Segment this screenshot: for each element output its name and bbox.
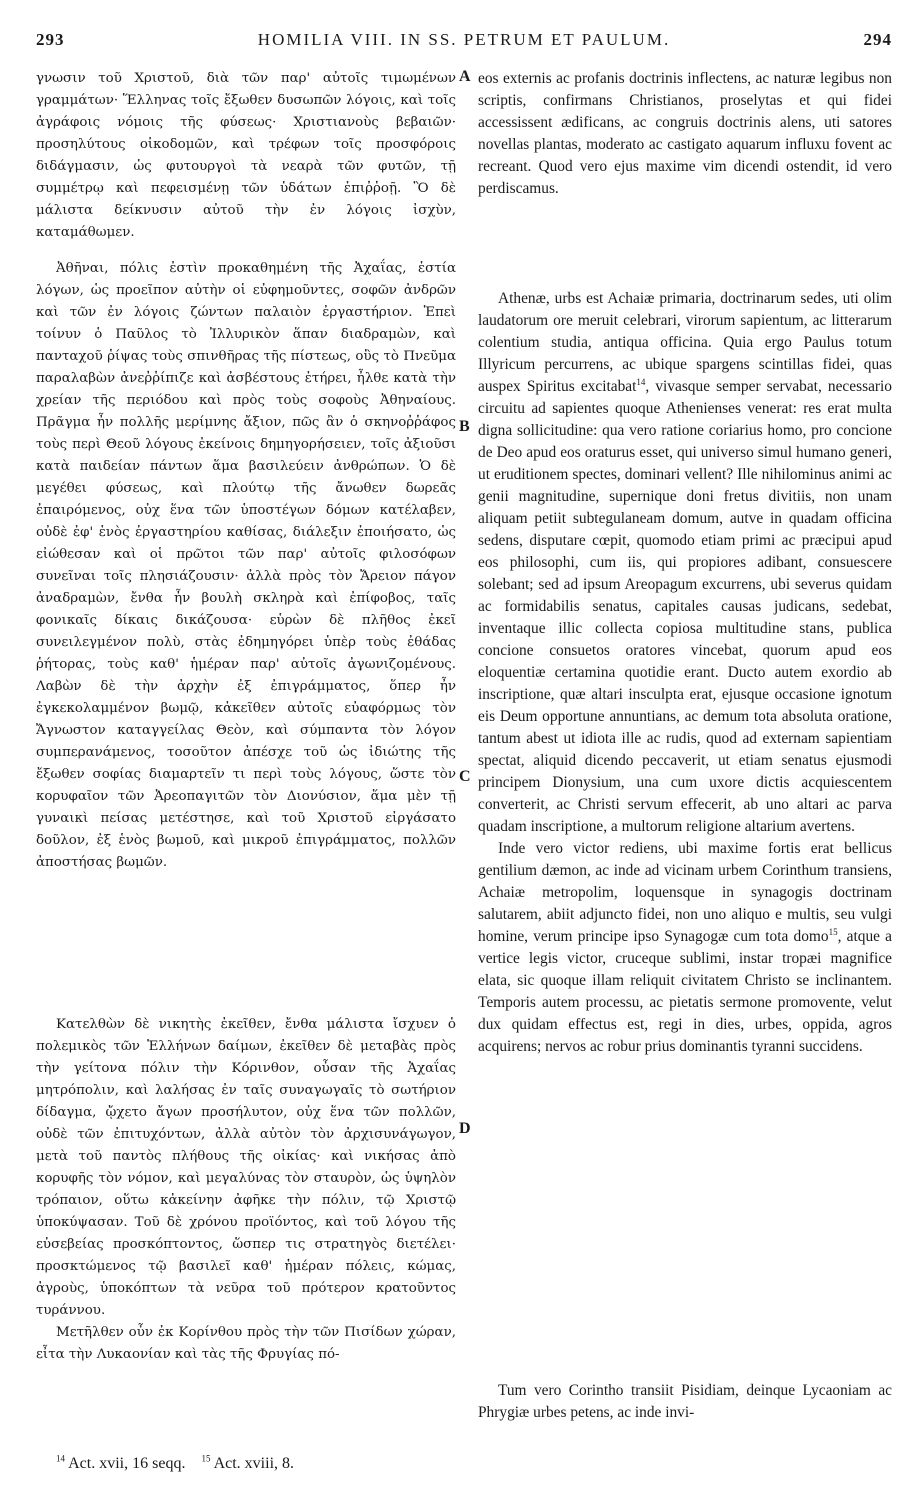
footnote-ref-14: 14 (636, 376, 646, 387)
latin-paragraph-3 (478, 838, 892, 1058)
greek-paragraph-1: γνωσιν τοῦ Χριστοῦ, διὰ τῶν παρ' αὐτοῖς τιμωμένων γραμμάτων· Ἕλληνας τοῖς ἔξωθεν δυσωπῶν λόγοις, καὶ τοῖς ἀγράφοις νόμοις τῆς φύσεως· Χριστιανοὺς βεβαιῶν· προσηλύτους οἰκοδομῶν, καὶ τρέφων τοῖς προσφόροις διδάγμασιν, ὡς φυτουργοὶ τὰ νεαρὰ τῶν φυτῶν, τῇ συμμέτρῳ καὶ πεφεισμένῃ τῶν ὑδάτων ἐπιῤῥοῇ. Ὃ δὲ μάλιστα δείκνυσιν αὐτοῦ τὴν ἐν λόγοις ἰσχὺν, καταμάθωμεν. (36, 71, 456, 240)
running-title: HOMILIA VIII. IN SS. PETRUM ET PAULUM. (257, 30, 671, 49)
latin-paragraph-3-part-a: Inde vero victor rediens, ubi maxime fortis erat bellicus gentilium dæmon, ac inde ad vicinam urbem Corinthum transiens, Achaiæ metropolim, loquensque in synagogis doctrinam salutarem, abiit adjuncto fidei, non uno aliquo e multis, seu vulgi homine, verum principe ipso Synagogæ cum tota domo (478, 840, 892, 945)
footnote-text-15: Act. xviii, 8. (213, 1455, 295, 1472)
right-page-number: 294 (863, 30, 892, 49)
footnote-number-15: 15 (201, 1453, 211, 1464)
margin-marker-c: C (459, 768, 471, 785)
margin-marker-a: A (459, 68, 471, 85)
greek-paragraph-2: Ἀθῆναι, πόλις ἐστὶν προκαθημένη τῆς Ἀχαΐας, ἑστία λόγων, ὡς προεῖπον αὐτὴν οἱ εὐφημοῦντες, σοφῶν ἀνδρῶν καὶ τῶν ἐν λόγοις ζώντων παλαιὸν ἐργαστήριον. Ἐπεὶ τοίνυν ὁ Παῦλος τὸ Ἰλλυρικὸν ἅπαν διαδραμὼν, καὶ πανταχοῦ ῥίψας τοὺς σπινθῆρας τῆς πίστεως, οὓς τὸ Πνεῦμα παραλαβὼν ἀνεῤῥίπιζε καὶ ἀσβέστους ἐτήρει, ἦλθε κατὰ τὴν χρείαν τῆς περιόδου καὶ πρὸς τοὺς σοφοὺς Ἀθηναίους. Πρᾶγμα ἦν πολλῆς μερίμνης ἄξιον, πῶς ἂν ὁ σκηνοῤῥάφος τοὺς περὶ Θεοῦ λόγους ἐκείνοις δημηγορήσειεν, τοῖς ἀξιοῦσι κατὰ παιδείαν πάντων ἅμα βασιλεύειν ἀνθρώπων. Ὁ δὲ μεγέθει φύσεως, καὶ πλούτῳ τῆς ἄνωθεν δωρεᾶς ἐπαιρόμενος, οὐχ ἕνα τῶν ὑποστέγων δόμων κατέλαβεν, οὐδὲ ἐφ' ἑνὸς ἐργαστηρίου καθίσας, διάλεξιν ἐποιήσατο, ὡς εἰώθεσαν καὶ οἱ πρῶτοι τῶν παρ' αὐτοῖς φιλοσόφων συνεῖναι τοῖς πλησιάζουσιν· ἀλλὰ πρὸς τὸν Ἄρειον πάγον ἀναδραμὼν, ἔνθα ἦν βουλὴ σκληρὰ καὶ ἐπίφοβος, ταῖς φονικαῖς δίκαις δικάζουσα· εὑρὼν δὲ πλῆθος ἐκεῖ συνειλεγμένον πολὺ, στὰς ἐδημηγόρει ὑπὲρ τοὺς ἐθάδας ῥήτορας, τοὺς καθ' ἡμέραν παρ' αὐτοῖς ἀγωνιζομένους. Λαβὼν δὲ τὴν ἀρχὴν ἐξ ἐπιγράμματος, ὅπερ ἦν ἐγκεκολαμμένον βωμῷ, κἀκεῖθεν αὐτοῖς εὐαφόρμως τὸν Ἄγνωστον καταγγείλας Θεὸν, καὶ σύμπαντα τὸν λόγον συμπερανάμενος, τοσοῦτον ἀπέσχε τοῦ ὡς ἰδιώτης τῆς ἔξωθεν σοφίας διαμαρτεῖν τι περὶ τοὺς λόγους, ὥστε τὸν κορυφαῖον τῶν Ἀρεοπαγιτῶν τὸν Διονύσιον, ἅμα μὲν τῇ γυναικὶ πείσας μετέστησε, καὶ τοῦ Χριστοῦ εἰργάσατο δοῦλον, ἐξ ἑνὸς βωμοῦ, καὶ μικροῦ ἐπιγράμματος, πολλῶν ἀποστήσας βωμῶν. (36, 261, 456, 870)
greek-paragraph-3: Κατελθὼν δὲ νικητὴς ἐκεῖθεν, ἔνθα μάλιστα ἴσχυεν ὁ πολεμικὸς τῶν Ἑλλήνων δαίμων, ἐκεῖθεν δὲ μεταβὰς πρὸς τὴν γείτονα πόλιν τὴν Κόρινθον, οὖσαν τῆς Ἀχαΐας μητρόπολιν, καὶ λαλήσας ἐν ταῖς συναγωγαῖς τὸ σωτήριον δίδαγμα, ᾤχετο ἄγων προσήλυτον, οὐχ ἕνα τῶν πολλῶν, οὐδὲ τῶν ἐπιτυχόντων, ἀλλὰ αὐτὸν τὸν ἀρχισυνάγωγον, μετὰ τοῦ παντὸς πλήθους τῆς οἰκίας· καὶ νικήσας ἀπὸ κορυφῆς τὸν νόμον, καὶ μεγαλύνας τὸν σταυρὸν, ὡς ὑψηλὸν τρόπαιον, οὕτω κἀκείνην ἀφῆκε τὴν πόλιν, τῷ Χριστῷ ὑποκύψασαν. Τοῦ δὲ χρόνου προϊόντος, καὶ τοῦ λόγου τῆς εὐσεβείας προσκόπτοντος, ὥσπερ τις στρατηγὸς διετέλει· προσκτώμενος τῷ βασιλεῖ καθ' ἡμέραν πόλεις, κώμας, ἀγροὺς, ὑποκόπτων τὰ νεῦρα τοῦ πρότερον κρατοῦντος τυράννου. (36, 1017, 456, 1318)
latin-paragraph-2-part-b: , vivasque semper servabat, necessario circuitu ad sapientes quoque Athenienses venerat: res erat multa digna sollicitudine: qua vero ratione coriarius homo, pro concione de Deo apud eos oraturus esset, qui universo simul humano generi, ut eruditionem spectes, dominari vellent? Ille nihilominus animi ac genii magnitudine, supernique doni fretus divitiis, non unam aliquam petiit subtegulaneam domum, autve in quadam officina sedens, disputare cœpit, quomodo etiam primi ac præcipui apud eos philosophi, cum iis, qui propiores adibant, consuescere solebant; sed ad ipsum Areopagum excurrens, ubi severus quidam ac formidabilis senatus, capitales causas judicans, sedebat, inventaque illic collecta copiosa multitudine stans, publica concione consuetos oratores vincebat, quorum apud eos eloquentiæ certamina quotidie erant. Ducto autem exordio ab inscriptione, quæ altari insculpta erat, ejusque occasione ignotum eis Deum opportune annuntians, ac demum tota absoluta oratione, tantum abest ut idiota ille ac rudis, quod ad externam sapientiam spectat, aliquid dicendo peccaverit, ut etiam senatus ejusmodi principem Dionysium, una cum uxore dictis acquiescentem converterit, ac Christi servum effecerit, ab uno altari ac parva quadam inscriptione, a multorum religione altarium avertens. (478, 378, 892, 835)
left-page-number: 293 (36, 30, 65, 49)
footnote-ref-15: 15 (828, 926, 838, 937)
greek-column-block-3 (36, 1014, 456, 1366)
latin-column (478, 68, 892, 200)
latin-paragraph-2 (478, 288, 892, 838)
footnotes (56, 1455, 476, 1473)
margin-marker-d: D (459, 1120, 471, 1137)
latin-column-block-2 (478, 288, 892, 1058)
greek-column-block-2 (36, 258, 456, 874)
footnote-number-14: 14 (56, 1453, 65, 1464)
latin-paragraph-1: eos externis ac profanis doctrinis inflectens, ac naturæ legibus non scriptis, confirmans Christianos, proselytas et qui fidei accessissent ædificans, ac congruis doctrinis alens, uti satores novellas plantas, moderato ac castigato aquarum influxu fovent ac recreant. Quod vero ejus maxime vim dicendi ostendit, id vero perdiscamus. (478, 70, 892, 197)
latin-paragraph-4: Tum vero Corintho transiit Pisidiam, deinque Lycaoniam ac Phrygiæ urbes petens, ac inde invi- (478, 1382, 892, 1421)
greek-column (36, 68, 456, 244)
greek-paragraph-4: Μετῆλθεν οὖν ἐκ Κορίνθου πρὸς τὴν τῶν Πισίδων χώραν, εἶτα τὴν Λυκαονίαν καὶ τὰς τῆς Φρυγίας πό- (36, 1325, 456, 1362)
latin-paragraph-2-part-a: Athenæ, urbs est Achaiæ primaria, doctrinarum sedes, uti olim laudatorum ore meruit celebrari, virorum sapientum, ac litterarum colentium studia, antiqua officina. Quia ergo Paulus totum Illyricum percurrens, ac ubique spargens scintillas fidei, quas auspex Spiritus excitabat (478, 290, 892, 395)
margin-marker-b: B (459, 418, 470, 435)
running-header (36, 30, 892, 58)
footnote-text-14: Act. xvii, 16 seqq. (68, 1455, 186, 1472)
latin-paragraph-3-part-b: , atque a vertice legis victor, cruceque sublimi, instar tropæi magnifice elata, sic quoque illam reliquit civitatem Christo se inclinantem. Temporis autem processu, ac pietatis sermone promovente, velut dux quidam effectus est, regi in dies, urbes, oppida, agros acquirens; nervos ac robur prius dominantis tyranni succidens. (478, 928, 893, 1055)
latin-column-block-3 (478, 1380, 892, 1424)
